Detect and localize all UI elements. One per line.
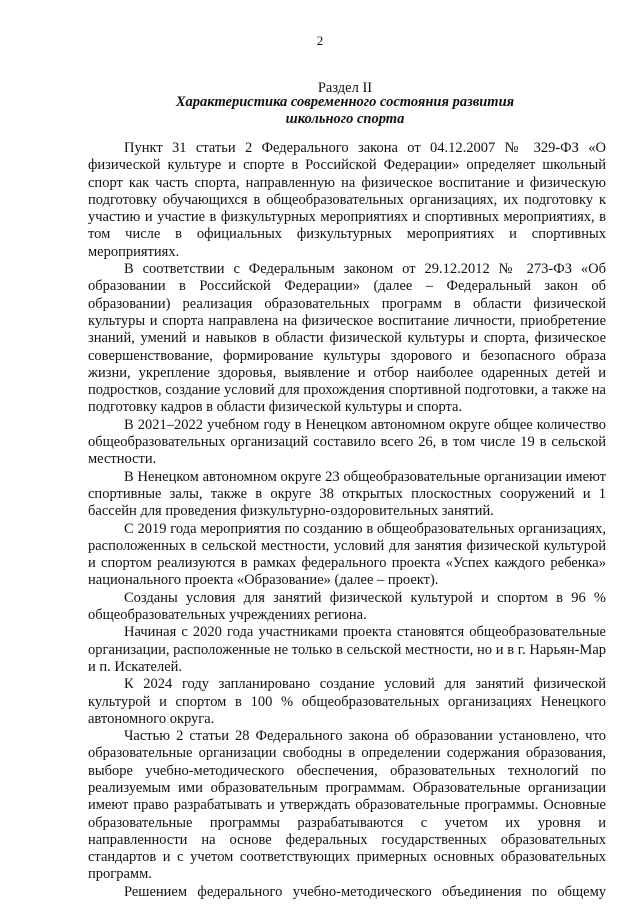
paragraph-10: Решением федерального учебно-методического объединения по общему bbox=[124, 883, 606, 900]
paragraph-3: В 2021–2022 учебном году в Ненецком автономном округе общее количество общеобразовательных организаций составило всего 26, в том числе 19 в сельской местности. bbox=[88, 416, 606, 468]
page-number: 2 bbox=[316, 33, 324, 48]
section-title-line-2: школьного спорта bbox=[285, 111, 405, 127]
paragraph-4: В Ненецком автономном округе 23 общеобразовательные организации имеют спортивные залы, также в округе 38 открытых плоскостных сооружений и 1 бассейн для проведения физкультурно-оздоровительных занятий. bbox=[88, 468, 606, 520]
paragraph-8: К 2024 году запланировано создание условий для занятий физической культурой и спортом в 100 % общеобразовательных организациях Ненецкого автономного округа. bbox=[88, 676, 606, 727]
document-body bbox=[88, 140, 606, 901]
paragraph-6: Созданы условия для занятий физической культурой и спортом в 96 % общеобразовательных учреждениях региона. bbox=[88, 589, 606, 624]
paragraph-7: Начиная с 2020 года участниками проекта становятся общеобразовательные организации, расположенные не только в сельской местности, но и в г. Нарьян-Мар и п. Искателей. bbox=[88, 624, 606, 675]
paragraph-2: В соответствии с Федеральным законом от 29.12.2012 № 273-ФЗ «Об образовании в Российской Федерации» (далее – Федеральный закон об образовании) реализация образовательных программ в области физической культуры и спорта направлена на физическое воспитание личности, приобретение знаний, умений и навыков в области физической культуры и спорта, физическое совершенствование, формирование культуры здорового и безопасного образа жизни, укрепление здоровья, выявление и отбор наиболее одаренных детей и подростков, создание условий для прохождения спортивной подготовки, а также на подготовку кадров в области физической культуры и спорта. bbox=[88, 261, 606, 416]
section-title-line-1: Характеристика современного состояния развития bbox=[175, 94, 515, 110]
paragraph-1: Пункт 31 статьи 2 Федерального закона от 04.12.2007 № 329-ФЗ «О физической культуре и спорте в Российской Федерации» определяет школьный спорт как часть спорта, направленную на физическое воспитание и физическую подготовку обучающихся в общеобразовательных организациях, их подготовку к участию и участие в физкультурных мероприятиях и спортивных мероприятиях, в том числе в официальных физкультурных мероприятиях и спортивных мероприятиях. bbox=[88, 140, 606, 260]
section-title bbox=[0, 94, 640, 128]
paragraph-9: Частью 2 статьи 28 Федерального закона об образовании установлено, что образовательные организации свободны в определении содержания образования, выборе учебно-методического обеспечения, образовательных технологий по реализуемым ими образовательным программам. Образовательные организации имеют право разрабатывать и утверждать образовательные программы. Основные образовательные программы разрабатываются с учетом их уровня и направленности на основе федеральных государственных образовательных стандартов и с учетом соответствующих примерных основных образовательных программ. bbox=[88, 728, 606, 883]
paragraph-5: С 2019 года мероприятия по созданию в общеобразовательных организациях, расположенных в сельской местности, условий для занятия физической культурой и спортом реализуются в рамках федерального проекта «Успех каждого ребенка» национального проекта «Образование» (далее – проект). bbox=[88, 520, 606, 589]
section-label: Раздел II bbox=[317, 80, 373, 96]
